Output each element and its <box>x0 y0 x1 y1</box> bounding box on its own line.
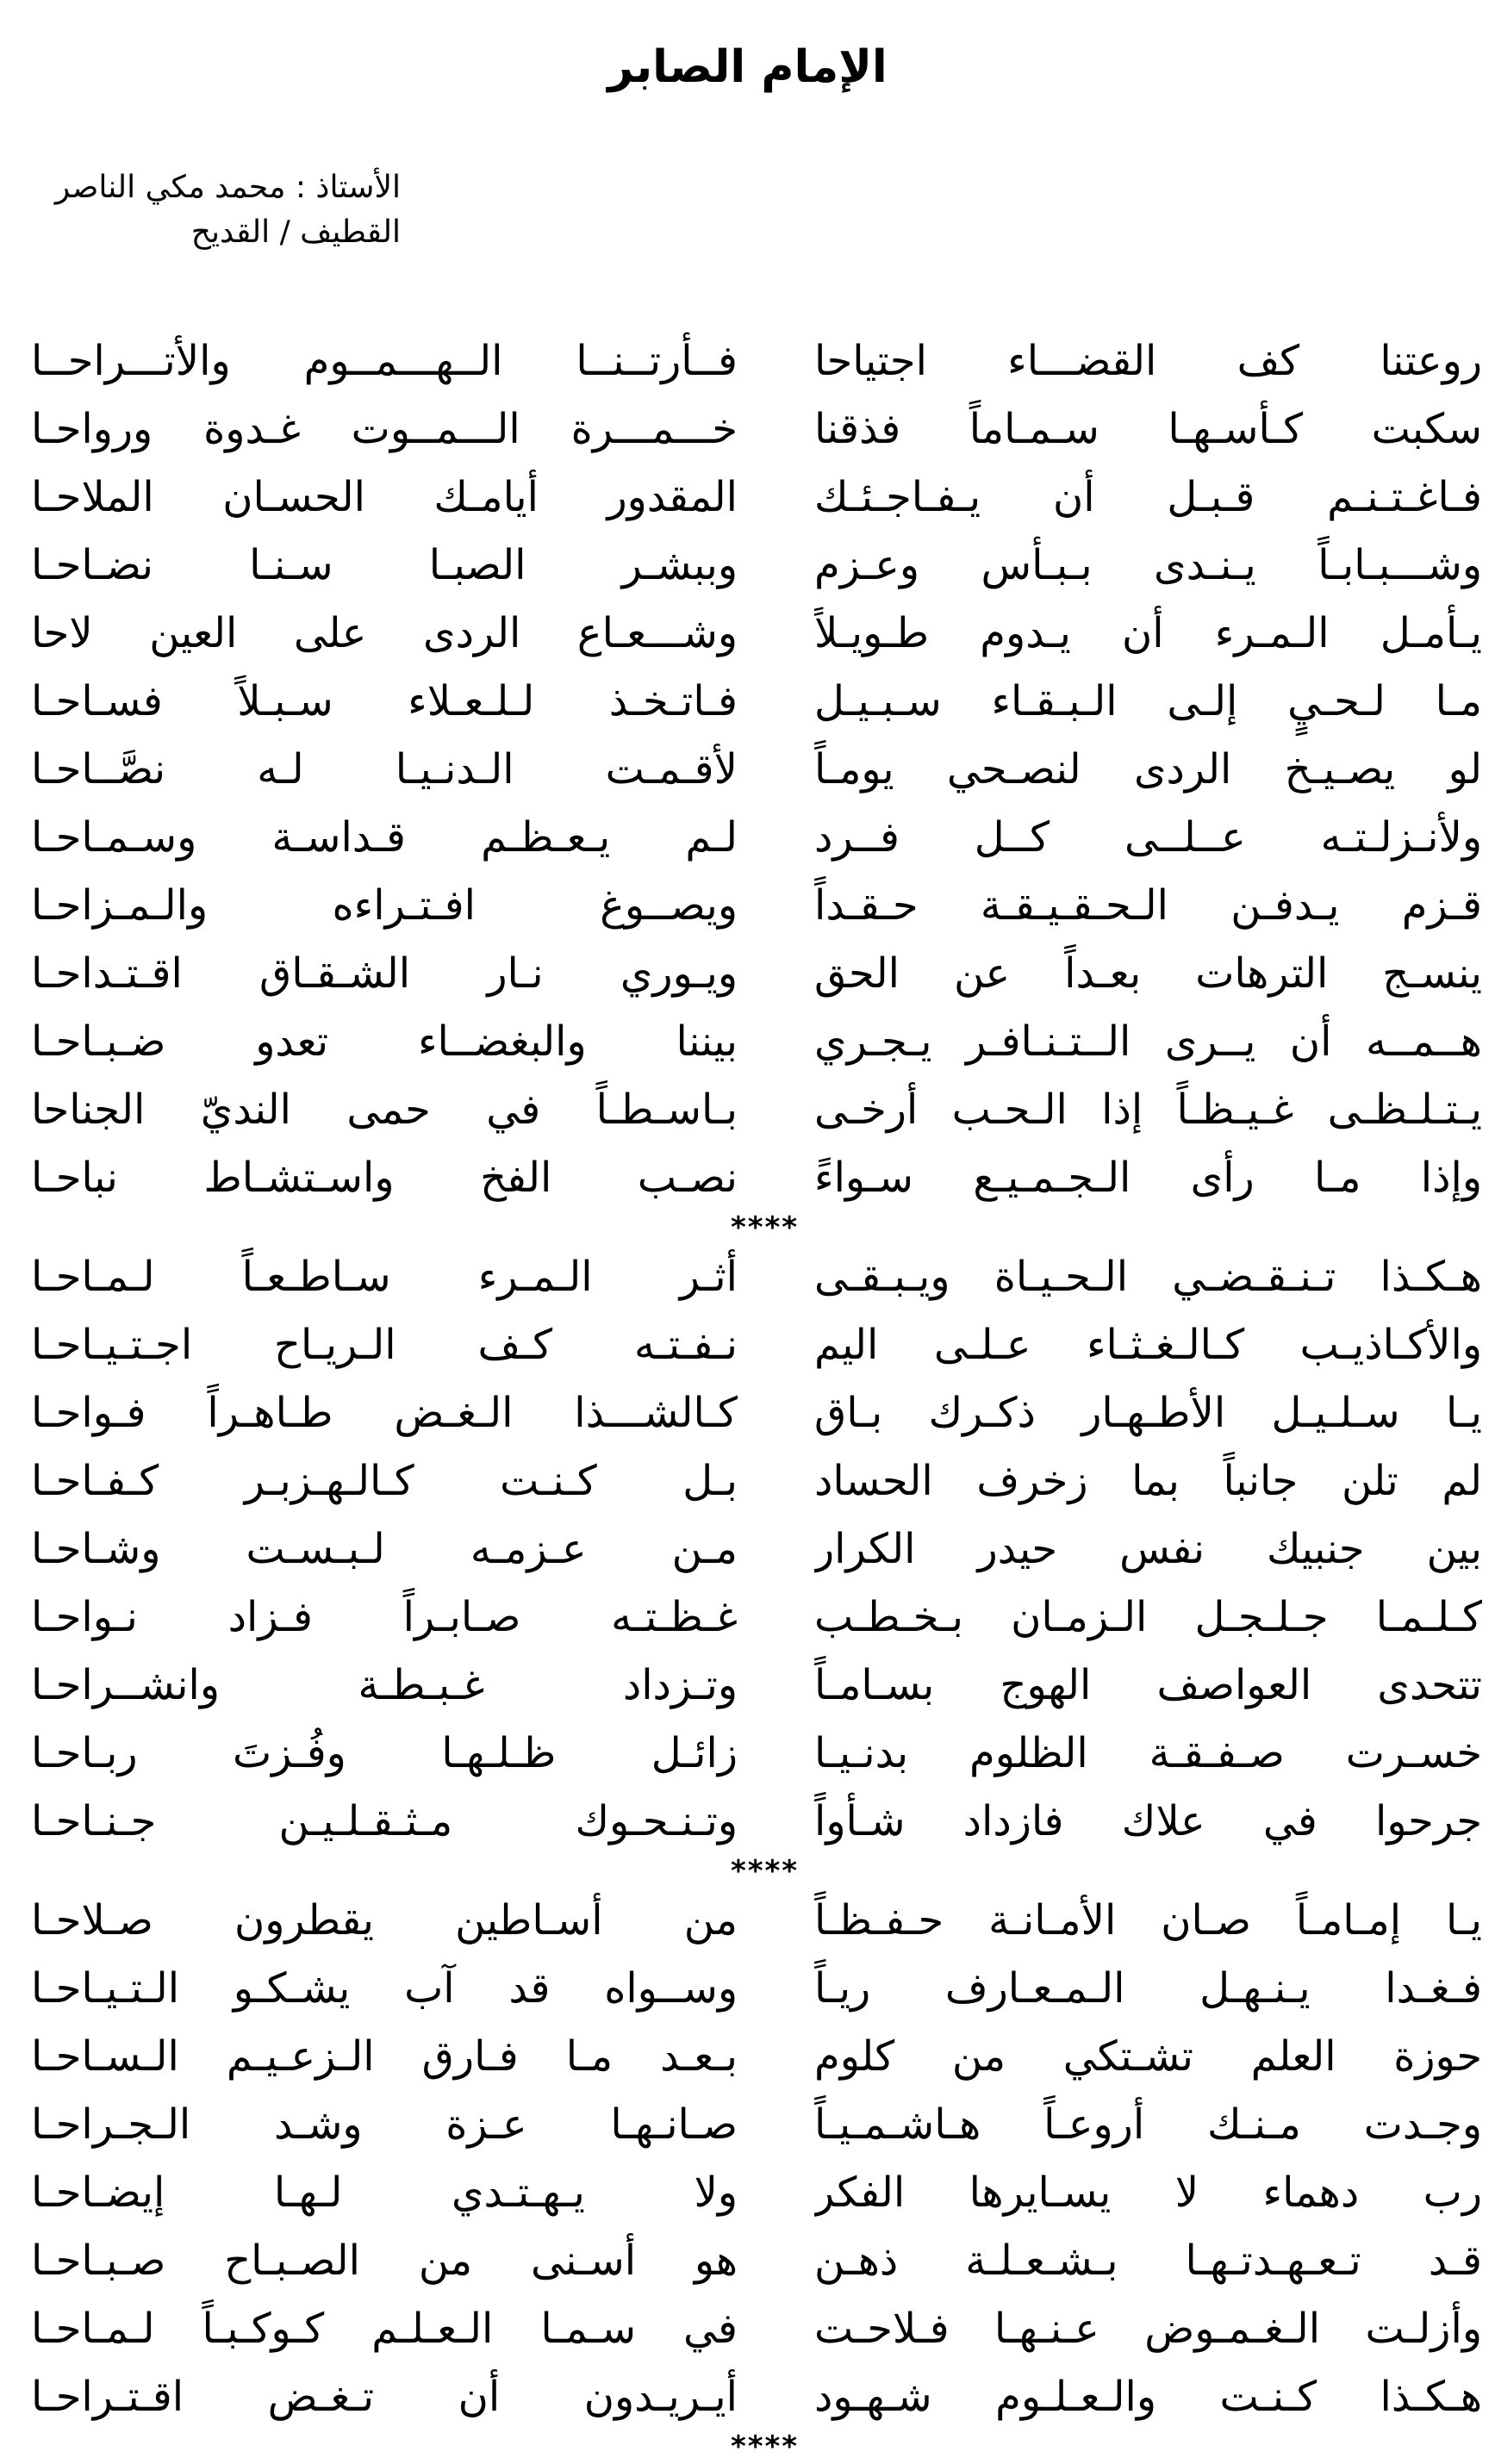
verse <box>0 1515 1495 1584</box>
verse <box>0 600 1495 668</box>
verse <box>0 395 1495 464</box>
first-hemistich: خسـرت صـفـقـة الظلوم بدنـيـا <box>814 1729 1482 1777</box>
second-hemistich: فـاتـخـذ لـلـعـلاء سـبـلاً فسـاحـا <box>31 677 738 725</box>
first-hemistich: وإذا مـا رأى الـجـمـيـع سـواءً <box>814 1154 1482 1202</box>
second-hemistich: وشـــعـاع الردى على العين لاحا <box>31 609 738 657</box>
author-block <box>55 165 401 255</box>
first-hemistich: هـكـذا تـنـقـضـي الـحـيـاة ويـبـقـى <box>814 1253 1482 1301</box>
verse <box>0 1584 1495 1652</box>
first-hemistich: بين جنبيك نفس حيدر الكرار <box>814 1525 1482 1573</box>
verse <box>0 1447 1495 1515</box>
first-hemistich: لم تلن جانباً بما زخرف الحساد <box>814 1457 1482 1505</box>
verse <box>0 668 1495 736</box>
verse <box>0 2091 1495 2159</box>
first-hemistich: يـأمـل الـمـرء أن يـدوم طـويـلاً <box>814 609 1482 657</box>
second-hemistich: ويـوري نـار الشـقـاق اقـتـداحـا <box>31 949 738 998</box>
first-hemistich: هــمــه أن يــرى الــتـنـافـر يـجـري <box>814 1017 1482 1066</box>
first-hemistich: وجـدت مـنـك أروعـاً هـاشـمـيـاً <box>814 2100 1482 2149</box>
verse <box>0 327 1495 395</box>
second-hemistich: لـم يـعـظـم قـداسـة وسـمـاحـا <box>31 813 738 862</box>
verse <box>0 1379 1495 1447</box>
second-hemistich: فــأرتــنــا الــهـــمــوم والأتـــراحــا <box>31 337 738 385</box>
author-location: القطيف / القديح <box>190 215 401 250</box>
verse <box>0 872 1495 940</box>
second-hemistich: ولا يـهـتـدي لـهـا إيضـاحـا <box>31 2168 738 2217</box>
verse <box>0 1652 1495 1720</box>
second-hemistich: أثـر الـمـرء سـاطـعـاً لـمـاحـا <box>31 1253 738 1301</box>
second-hemistich: وســواه قد آب يشـكـو الـتـيـاحـا <box>31 1964 738 2013</box>
second-hemistich: بـعـد مـا فـارق الـزعـيـم الـسـاحـا <box>31 2032 738 2081</box>
second-hemistich: مـن عـزمـه لـبـسـت وشـاحـا <box>31 1525 738 1573</box>
verse <box>0 2159 1495 2227</box>
verse <box>0 804 1495 872</box>
first-hemistich: كـلـمـا جـلـجـل الـزمـان بـخـطـب <box>814 1593 1482 1641</box>
verse <box>0 2295 1495 2363</box>
verse <box>0 532 1495 600</box>
stanza-separator: **** <box>730 1210 800 1245</box>
second-hemistich: لأقـمـت الـدنـيـا لـه نصَّــاحـا <box>31 745 738 793</box>
second-hemistich: هو أسـنى من الصـبـاح صـبـاحـا <box>31 2237 738 2285</box>
second-hemistich: وتـزداد غـبـطـة وانشــراحـا <box>31 1661 738 1709</box>
second-hemistich: بيننا والبغضــاء تعدو ضـبـاحـا <box>31 1017 738 1066</box>
first-hemistich: سكبت كـأسـهـا سـمـاماً فذقنا <box>814 405 1482 453</box>
first-hemistich: لو يصـيـخ الردى لنصـحي يومـاً <box>814 745 1482 793</box>
first-hemistich: حوزة العلم تشـتكي من كلوم <box>814 2032 1482 2081</box>
second-hemistich: زائـل ظـلـهـا وفُـزتَ ربـاحـا <box>31 1729 738 1777</box>
second-hemistich: وببشـر الصبـا سـنـا نضـاحـا <box>31 541 738 589</box>
verse <box>0 1243 1495 1311</box>
second-hemistich: نـفـتـه كـف الـريـاح اجـتـيـاحـا <box>31 1321 738 1369</box>
verse <box>0 1887 1495 1955</box>
first-hemistich: هـكـذا كـنـت والـعـلـوم شـهـود <box>814 2373 1482 2421</box>
verse <box>0 1720 1495 1788</box>
second-hemistich: وتـنـحـوك مـثـقـلـيـن جـنـاحـا <box>31 1797 738 1845</box>
first-hemistich: وشـــبـابـاً يـنـدى بـبـأس وعـزم <box>814 541 1482 589</box>
second-hemistich: صـانـهـا عـزة وشـد الـجـراحـا <box>31 2100 738 2149</box>
second-hemistich: خـــمـــرة الـــمــوت غـدوة ورواحـا <box>31 405 738 453</box>
first-hemistich: يـتـلـظـى غـيـظـاً إذا الـحـب أرخـى <box>814 1086 1482 1134</box>
first-hemistich: رب دهماء لا يسـايرها الفكر <box>814 2168 1482 2217</box>
second-hemistich: كـالشـــذا الـغـض طـاهـراً فـواحـا <box>31 1389 738 1437</box>
second-hemistich: المقدور أيامـك الحسـان الملاحـا <box>31 473 738 521</box>
first-hemistich: ولأنـزلـتـه عــلــى كــل فــرد <box>814 813 1482 862</box>
verse <box>0 2227 1495 2295</box>
verse <box>0 1788 1495 1856</box>
second-hemistich: بـل كـنـت كـالـهـزبـر كـفـاحـا <box>31 1457 738 1505</box>
first-hemistich: قـزم يـدفـن الـحـقـيـقـة حـقـداً <box>814 881 1482 930</box>
verse <box>0 2023 1495 2091</box>
first-hemistich: والأكـاذيـب كـالـغـثـاء عـلـى اليم <box>814 1321 1482 1369</box>
first-hemistich: ينسـج الترهات بعـداً عن الحق <box>814 949 1482 998</box>
verse <box>0 1311 1495 1379</box>
verse <box>0 1144 1495 1212</box>
second-hemistich: بـاسـطـاً في حمى النديّ الجناحا <box>31 1086 738 1134</box>
second-hemistich: ويصــوغ افـتـراءه والـمـزاحـا <box>31 881 738 930</box>
stanza-separator: **** <box>730 1854 800 1888</box>
stanza-1 <box>0 327 1495 1212</box>
first-hemistich: يـا سـلـيـل الأطـهـار ذكـرك بـاق <box>814 1389 1482 1437</box>
first-hemistich: جرحوا في علاك فازداد شـأواً <box>814 1797 1482 1845</box>
first-hemistich: روعتنا كف القضـــاء اجتياحا <box>814 337 1482 385</box>
verse <box>0 1008 1495 1076</box>
first-hemistich: مـا لـحـيٍ إلـى الـبـقـاء سـبـيـل <box>814 677 1482 725</box>
verse <box>0 736 1495 804</box>
first-hemistich: فـغـدا يـنـهـل الـمـعـارف ريـاً <box>814 1964 1482 2013</box>
verse <box>0 464 1495 532</box>
stanza-separator: **** <box>730 2430 800 2464</box>
verse <box>0 1955 1495 2023</box>
second-hemistich: أيـريـدون أن تـغـض اقـتـراحـا <box>31 2373 738 2421</box>
first-hemistich: قـد تـعـهـدتـهـا بـشـعـلـة ذهـن <box>814 2237 1482 2285</box>
second-hemistich: نصـب الفخ واسـتشـاط نباحـا <box>31 1154 738 1202</box>
stanza-3 <box>0 1887 1495 2431</box>
second-hemistich: من أسـاطين يقطرون صـلاحـا <box>31 1896 738 1944</box>
first-hemistich: تتحدى العواصف الهوج بسـامـاً <box>814 1661 1482 1709</box>
stanza-2 <box>0 1243 1495 1856</box>
verse <box>0 940 1495 1008</box>
poem-title: الإمام الصابر <box>607 41 888 93</box>
first-hemistich: يـا إمـامـاً صـان الأمـانـة حـفـظـاً <box>814 1896 1482 1944</box>
second-hemistich: في سـمـا الـعـلـم كـوكـبـاً لـمـاحـا <box>31 2305 738 2353</box>
author-name: الأستاذ : محمد مكي الناصر <box>54 170 401 205</box>
first-hemistich: فـاغـتـنـم قـبـل أن يـفـاجـئـك <box>814 473 1482 521</box>
first-hemistich: وأزلـت الـغـمـوض عـنـهـا فـلاحـت <box>814 2305 1482 2353</box>
poem-body <box>0 327 1495 2462</box>
verse <box>0 1076 1495 1144</box>
second-hemistich: غـظـتـه صـابـراً فـزاد نـواحـا <box>31 1593 738 1641</box>
